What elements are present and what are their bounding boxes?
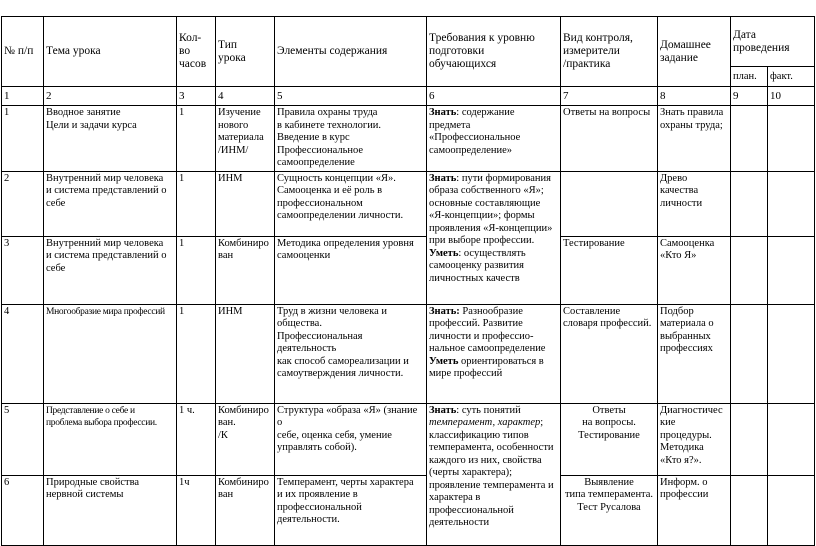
row-hours: 1 — [177, 236, 216, 304]
header-date-fact: факт. — [768, 67, 815, 87]
row-control: Ответы на вопросы. Тестирование — [561, 403, 658, 475]
row-requirements — [427, 403, 561, 545]
row-num: 1 — [2, 106, 44, 172]
row-content: Темперамент, черты характера и их проявление в профессиональной деятельности. — [275, 475, 427, 545]
req-can-label: Уметь — [429, 355, 459, 367]
row-requirements — [427, 171, 561, 304]
row-type: Комбиниро ван. /К — [216, 403, 275, 475]
row-requirements — [427, 304, 561, 403]
row-type: Комбиниро ван — [216, 236, 275, 304]
row-type: ИНМ — [216, 171, 275, 236]
header-topic: Тема урока — [44, 17, 177, 87]
row-hours: 1 ч. — [177, 403, 216, 475]
row-date-plan — [731, 171, 768, 236]
row-date-fact — [768, 236, 815, 304]
row-num: 2 — [2, 171, 44, 236]
req-know-label: Знать — [429, 404, 457, 416]
row-topic: Многообразие мира профессий — [44, 304, 177, 403]
table-row — [2, 171, 815, 236]
col-number: 6 — [427, 87, 561, 106]
row-content: Труд в жизни человека и общества. Профессиональная деятельность как способ самореализации и самоутверждения личности. — [275, 304, 427, 403]
row-type: Изучение нового материала /ИНМ/ — [216, 106, 275, 172]
req-know-label: Знать: — [429, 305, 460, 317]
row-date-fact — [768, 403, 815, 475]
req-know-text: : пути формирования образа собственного «Я»; основные составляющие «Я-концепции»; формы проявления «Я-концепции» при выборе профессии. — [429, 172, 553, 246]
row-content: Методика определения уровня самооценки — [275, 236, 427, 304]
row-homework: Подбор материала о выбранных профессиях — [658, 304, 731, 403]
row-date-fact — [768, 106, 815, 172]
header-type: Тип урока — [216, 17, 275, 87]
row-control: Выявление типа темперамента. Тест Русалова — [561, 475, 658, 545]
col-number: 9 — [731, 87, 768, 106]
row-homework: Знать правила охраны труда; — [658, 106, 731, 172]
req-know-label: Знать — [429, 172, 457, 184]
header-hours: Кол- во часов — [177, 17, 216, 87]
table-row — [2, 304, 815, 403]
row-hours: 1ч — [177, 475, 216, 545]
row-hours: 1 — [177, 171, 216, 236]
header-homework: Домашнее задание — [658, 17, 731, 87]
col-number: 10 — [768, 87, 815, 106]
row-control — [561, 171, 658, 236]
header-date: Дата проведения — [731, 17, 815, 67]
req-know-text: : суть понятий — [456, 404, 521, 416]
row-type: Комбиниро ван — [216, 475, 275, 545]
table-row — [2, 403, 815, 475]
lesson-plan-table — [1, 16, 815, 546]
row-date-plan — [731, 304, 768, 403]
row-date-fact — [768, 475, 815, 545]
row-topic: Внутренний мир человека и система представлений о себе — [44, 171, 177, 236]
req-can-text: : осуществлять самооценку развития личностных качеств — [429, 247, 526, 284]
req-terms: темперамент, характер — [429, 417, 541, 428]
row-topic: Вводное занятие Цели и задачи курса — [44, 106, 177, 172]
row-homework: Диагностичес кие процедуры. Методика «Кто я?». — [658, 403, 731, 475]
row-num: 3 — [2, 236, 44, 304]
row-topic: Природные свойства нервной системы — [44, 475, 177, 545]
row-control: Тестирование — [561, 236, 658, 304]
row-control: Ответы на вопросы — [561, 106, 658, 172]
req-can-label: Уметь — [429, 247, 459, 259]
header-requirements: Требования к уровню подготовки обучающихся — [427, 17, 561, 87]
req-know-text: : содержание предмета «Профессиональное самоопределение» — [429, 107, 521, 156]
req-can-text: ориентироваться в мире профессий — [429, 355, 544, 379]
row-topic: Представление о себе и проблема выбора профессии. — [44, 403, 177, 475]
row-content: Сущность концепции «Я». Самооценка и её роль в профессиональном самоопределении личности. — [275, 171, 427, 236]
col-number: 7 — [561, 87, 658, 106]
row-type: ИНМ — [216, 304, 275, 403]
col-number: 2 — [44, 87, 177, 106]
req-know-label: Знать — [429, 107, 457, 118]
header-num: № п/п — [2, 17, 44, 87]
table-row — [2, 236, 815, 304]
row-homework: Информ. о профессии — [658, 475, 731, 545]
row-content: Правила охраны труда в кабинете технологии. Введение в курс Профессиональное самоопределение — [275, 106, 427, 172]
table-row — [2, 106, 815, 172]
row-hours: 1 — [177, 304, 216, 403]
row-control: Составление словаря профессий. — [561, 304, 658, 403]
row-content: Структура «образа «Я» (знание о себе, оценка себя, умение управлять собой). — [275, 403, 427, 475]
row-homework: Самооценка «Кто Я» — [658, 236, 731, 304]
col-number: 8 — [658, 87, 731, 106]
header-date-plan: план. — [731, 67, 768, 87]
row-date-plan — [731, 106, 768, 172]
col-number: 3 — [177, 87, 216, 106]
row-topic: Внутренний мир человека и система представлений о себе — [44, 236, 177, 304]
row-homework: Древо качества личности — [658, 171, 731, 236]
col-number: 1 — [2, 87, 44, 106]
row-num: 4 — [2, 304, 44, 403]
header-content: Элементы содержания — [275, 17, 427, 87]
row-date-plan — [731, 403, 768, 475]
col-number: 5 — [275, 87, 427, 106]
row-requirements — [427, 106, 561, 172]
row-date-plan — [731, 475, 768, 545]
row-num: 5 — [2, 403, 44, 475]
row-date-fact — [768, 171, 815, 236]
table-row — [2, 475, 815, 545]
col-number: 4 — [216, 87, 275, 106]
row-num: 6 — [2, 475, 44, 545]
row-date-fact — [768, 304, 815, 403]
req-know-text-cont: ; классификацию типов темперамента, особенности каждого из них, свойства (черты характера); проявление темперамента и характера в профессиональной деятельности — [429, 417, 554, 528]
header-control: Вид контроля, измерители /практика — [561, 17, 658, 87]
row-date-plan — [731, 236, 768, 304]
row-hours: 1 — [177, 106, 216, 172]
req-know-text: Разнообразие профессий. Развитие личности и профессио- нальное самоопределение — [429, 305, 546, 354]
